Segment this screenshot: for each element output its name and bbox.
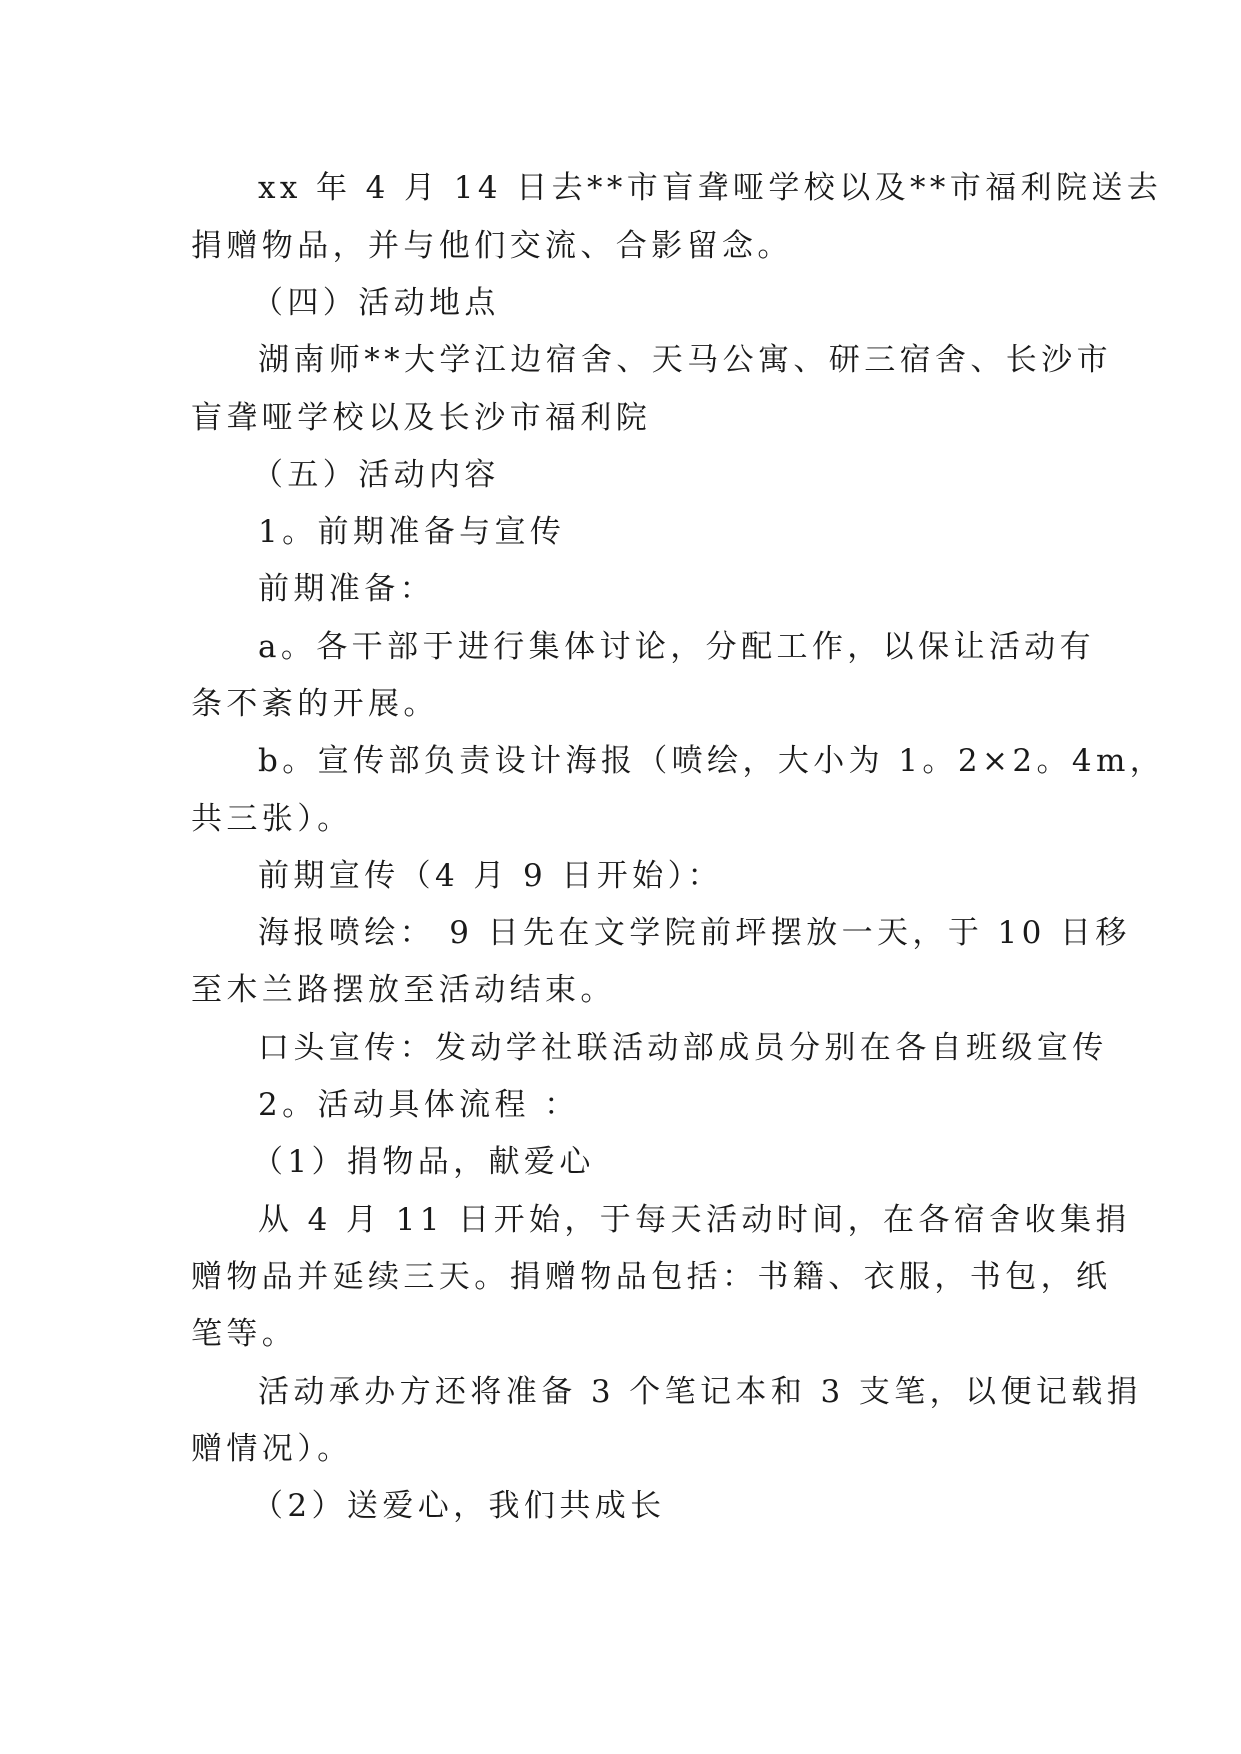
subsection-heading: 1。前期准备与宣传 — [258, 514, 566, 550]
paragraph-line: 赠情况）。 — [191, 1431, 353, 1467]
paragraph-line: 口头宣传：发动学社联活动部成员分别在各自班级宣传 — [258, 1030, 1108, 1066]
paragraph-line: a。各干部于进行集体讨论，分配工作，以保让活动有 — [258, 629, 1096, 665]
section-heading: （四）活动地点 — [252, 285, 500, 321]
subsection-heading: （2）送爱心，我们共成长 — [252, 1488, 666, 1524]
paragraph-line: 条不紊的开展。 — [191, 686, 439, 722]
paragraph-line: 共三张）。 — [191, 801, 353, 837]
subsection-heading: （1）捐物品，献爱心 — [252, 1144, 595, 1180]
paragraph-line: 笔等。 — [191, 1316, 298, 1352]
paragraph-line: 海报喷绘： 9 日先在文学院前坪摆放一天，于 10 日移 — [258, 915, 1131, 951]
paragraph-line: 前期准备： — [258, 571, 435, 607]
paragraph-line: 至木兰路摆放至活动结束。 — [191, 972, 616, 1008]
paragraph-line: 活动承办方还将准备 3 个笔记本和 3 支笔，以便记载捐 — [258, 1374, 1143, 1410]
paragraph-line: 赠物品并延续三天。捐赠物品包括：书籍、衣服，书包，纸 — [191, 1259, 1112, 1295]
section-heading: （五）活动内容 — [252, 457, 500, 493]
paragraph-line: 盲聋哑学校以及长沙市福利院 — [191, 400, 652, 436]
paragraph-line: 捐赠物品，并与他们交流、合影留念。 — [191, 228, 793, 264]
paragraph-line: b。宣传部负责设计海报（喷绘，大小为 1。2×2。4m， — [258, 743, 1166, 779]
subsection-heading: 2。活动具体流程 ： — [258, 1087, 580, 1123]
paragraph-line: 湖南师**大学江边宿舍、天马公寓、研三宿舍、长沙市 — [258, 342, 1112, 378]
paragraph-line: xx 年 4 月 14 日去**市盲聋哑学校以及**市福利院送去 — [258, 170, 1163, 206]
paragraph-line: 前期宣传（4 月 9 日开始）： — [258, 858, 723, 894]
paragraph-line: 从 4 月 11 日开始，于每天活动时间，在各宿舍收集捐 — [258, 1202, 1131, 1238]
